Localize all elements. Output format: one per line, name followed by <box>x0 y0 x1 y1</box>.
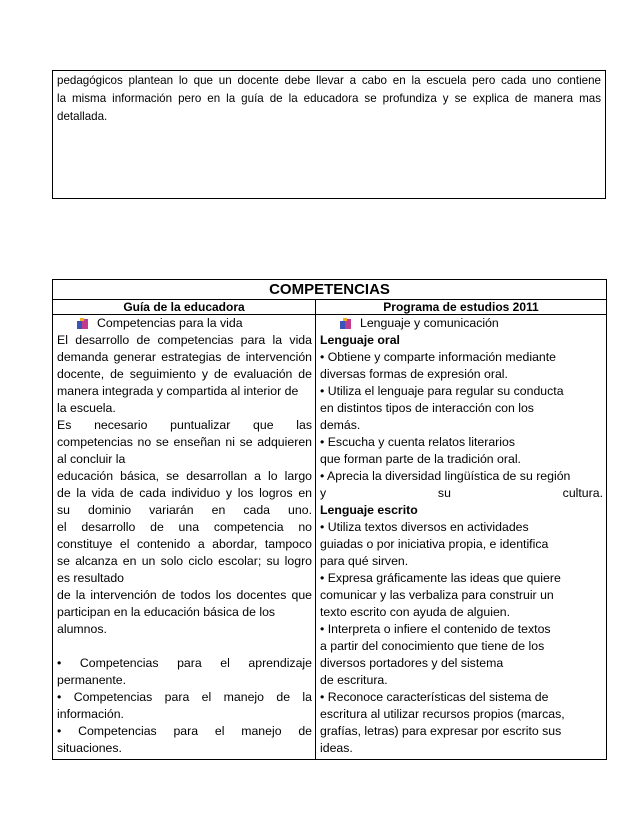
header-guia-educadora: Guía de la educadora <box>53 300 316 315</box>
intro-text-box <box>52 70 606 199</box>
right-line: grafías, letras) para expresar por escrito sus <box>320 724 562 738</box>
left-line: al concluir la <box>57 452 126 466</box>
right-line: • Utiliza textos diversos en actividades <box>320 520 529 534</box>
books-icon <box>77 318 91 330</box>
right-line: diversos portadores y del sistema <box>320 656 504 670</box>
left-line: situaciones. <box>57 741 122 755</box>
right-line: • Obtiene y comparte información mediante <box>320 350 557 364</box>
left-line: permanente. <box>57 673 127 687</box>
right-line: para qué sirven. <box>320 554 409 568</box>
right-line: demás. <box>320 418 361 432</box>
right-line: Lenguaje oral <box>320 333 400 347</box>
right-column <box>316 315 607 760</box>
right-line: texto escrito con ayuda de alguien. <box>320 605 511 619</box>
left-line: la escuela. <box>57 401 116 415</box>
left-line: constituye el contenido a abordar, tampoco <box>57 537 312 551</box>
left-line: educación básica, se desarrollan a lo largo <box>57 469 312 483</box>
right-line: • Utiliza el lenguaje para regular su conducta <box>320 384 564 398</box>
left-line: demanda generar estrategias de intervención <box>57 350 312 364</box>
right-lines <box>320 332 603 757</box>
right-line: guiadas o por iniciativa propia, e identifica <box>320 537 549 551</box>
right-line: ideas. <box>320 741 353 755</box>
books-icon <box>340 318 354 330</box>
left-subtitle <box>57 315 312 332</box>
left-line: su dominio variarán en cada uno. <box>57 503 312 517</box>
left-line: información. <box>57 707 124 721</box>
right-line: Lenguaje escrito <box>320 503 418 517</box>
right-line: de escritura. <box>320 673 388 687</box>
left-line <box>57 638 312 655</box>
left-line: • Competencias para el manejo de la <box>57 690 312 704</box>
left-lines <box>57 332 312 757</box>
intro-line-2: la misma información pero en la guía de la educadora se profundiza y se explica de manera mas <box>57 92 601 105</box>
right-line: a partir del conocimiento que tiene de los <box>320 639 545 653</box>
left-line: manera integrada y compartida al interior de <box>57 384 299 398</box>
right-line: • Expresa gráficamente las ideas que quiere <box>320 571 561 585</box>
left-line: de la vida de cada individuo y los logros en <box>57 486 312 500</box>
left-line: docente, de seguimiento y de evaluación de <box>57 367 312 381</box>
left-line: • Competencias para el aprendizaje <box>57 656 312 670</box>
right-line: diversas formas de expresión oral. <box>320 367 508 381</box>
right-line: en distintos tipos de interacción con los <box>320 401 534 415</box>
left-line: de la intervención de todos los docentes que <box>57 588 312 602</box>
left-line: es resultado <box>57 571 124 585</box>
left-line: El desarrollo de competencias para la vida <box>57 333 312 347</box>
right-line: • Interpreta o infiere el contenido de textos <box>320 622 551 636</box>
right-subtitle-text: Lenguaje y comunicación <box>360 316 499 330</box>
table-title: COMPETENCIAS <box>53 280 607 300</box>
left-line: alumnos. <box>57 622 107 636</box>
right-subtitle <box>320 315 603 332</box>
right-line: • Reconoce características del sistema de <box>320 690 549 704</box>
left-line: Es necesario puntualizar que las <box>57 418 312 432</box>
right-line: escritura al utilizar recursos propios (marcas, <box>320 707 565 721</box>
left-subtitle-text: Competencias para la vida <box>97 316 243 330</box>
right-line: y su cultura. <box>320 486 603 500</box>
right-line: que forman parte de la tradición oral. <box>320 452 521 466</box>
left-line: • Competencias para el manejo de <box>57 724 312 738</box>
right-line: • Aprecia la diversidad lingüística de su región <box>320 469 571 483</box>
competencias-table <box>52 279 607 760</box>
header-programa-estudios: Programa de estudios 2011 <box>316 300 607 315</box>
intro-line-1: pedagógicos plantean lo que un docente debe llevar a cabo en la escuela pero cada uno contiene <box>57 74 601 87</box>
left-line: competencias no se enseñan ni se adquieren <box>57 435 312 449</box>
intro-line-3: detallada. <box>57 110 108 123</box>
left-column <box>53 315 316 760</box>
right-line: • Escucha y cuenta relatos literarios <box>320 435 515 449</box>
left-line: participan en la educación básica de los <box>57 605 276 619</box>
left-line: se alcanza en un solo ciclo escolar; su logro <box>57 554 312 568</box>
left-line: el desarrollo de una competencia no <box>57 520 312 534</box>
right-line: comunicar y las verbaliza para construir un <box>320 588 554 602</box>
